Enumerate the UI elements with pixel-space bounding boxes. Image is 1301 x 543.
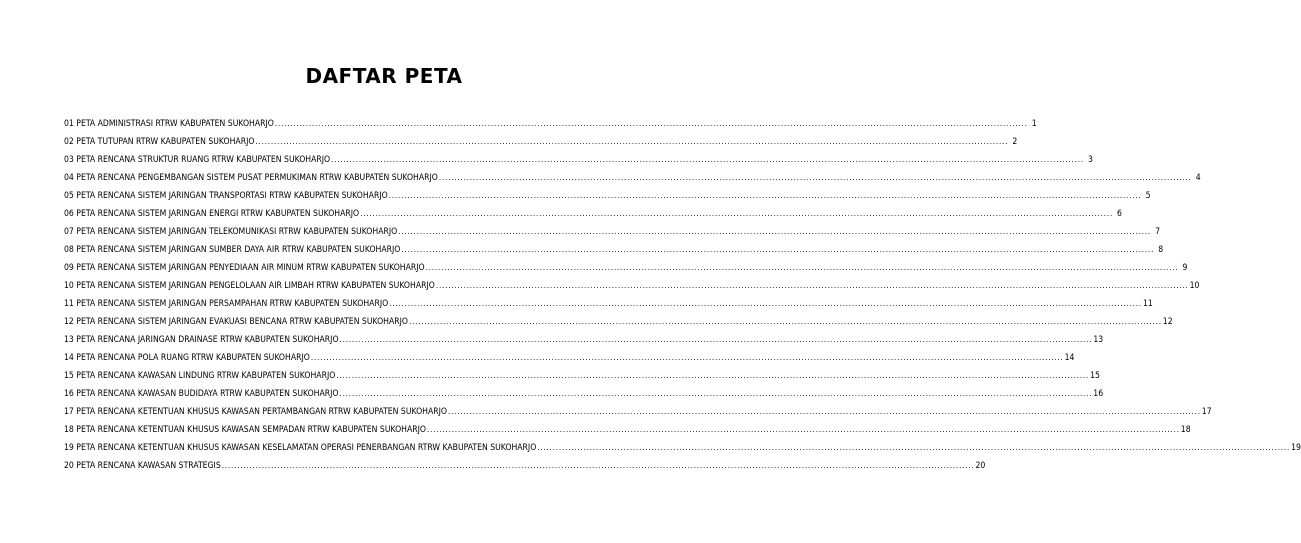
dot-leader: ....................................................................................................................................................................................................................................................	[438, 173, 1192, 182]
dot-leader: ....................................................................................................................................................................................................................................................	[255, 137, 1009, 146]
list-item[interactable]	[64, 349, 1075, 367]
list-item[interactable]	[64, 367, 1100, 385]
map-entry-label: 10 PETA RENCANA SISTEM JARINGAN PENGELOLAAN AIR LIMBAH RTRW KABUPATEN SUKOHARJO	[64, 281, 435, 291]
map-entry-label: 08 PETA RENCANA SISTEM JARINGAN SUMBER DAYA AIR RTRW KABUPATEN SUKOHARJO	[64, 245, 401, 255]
map-entry-label: 14 PETA RENCANA POLA RUANG RTRW KABUPATEN SUKOHARJO	[64, 353, 310, 363]
dot-leader: ....................................................................................................................................................................................................................................................	[409, 317, 1162, 326]
list-item[interactable]	[64, 133, 1018, 151]
page-number: 5	[1145, 191, 1151, 201]
page-number: 1	[1031, 119, 1037, 129]
page-number: 9	[1182, 263, 1188, 273]
list-item[interactable]	[64, 277, 1200, 295]
dot-leader: ....................................................................................................................................................................................................................................................	[401, 245, 1155, 254]
list-item[interactable]	[64, 223, 1160, 241]
page-number: 10	[1189, 281, 1200, 291]
map-entry-label: 20 PETA RENCANA KAWASAN STRATEGIS	[64, 461, 221, 471]
dot-leader: ....................................................................................................................................................................................................................................................	[310, 353, 1064, 362]
dot-leader: ....................................................................................................................................................................................................................................................	[389, 299, 1142, 308]
page-number: 19	[1291, 443, 1301, 453]
page-number: 15	[1090, 371, 1100, 381]
dot-leader: ....................................................................................................................................................................................................................................................	[336, 371, 1090, 380]
map-entry-label: 04 PETA RENCANA PENGEMBANGAN SISTEM PUSAT PERMUKIMAN RTRW KABUPATEN SUKOHARJO	[64, 173, 438, 183]
map-entry-label: 11 PETA RENCANA SISTEM JARINGAN PERSAMPAHAN RTRW KABUPATEN SUKOHARJO	[64, 299, 389, 309]
list-item[interactable]	[64, 151, 1093, 169]
list-item[interactable]	[64, 385, 1104, 403]
dot-leader: ....................................................................................................................................................................................................................................................	[331, 155, 1084, 164]
map-entry-label: 16 PETA RENCANA KAWASAN BUDIDAYA RTRW KABUPATEN SUKOHARJO	[64, 389, 339, 399]
map-entry-label: 06 PETA RENCANA SISTEM JARINGAN ENERGI RTRW KABUPATEN SUKOHARJO	[64, 209, 360, 219]
dot-leader: ....................................................................................................................................................................................................................................................	[274, 119, 1028, 128]
map-entry-label: 17 PETA RENCANA KETENTUAN KHUSUS KAWASAN PERTAMBANGAN RTRW KABUPATEN SUKOHARJO	[64, 407, 448, 417]
page-number: 13	[1093, 335, 1104, 345]
dot-leader: ....................................................................................................................................................................................................................................................	[537, 443, 1291, 452]
dot-leader: ....................................................................................................................................................................................................................................................	[339, 389, 1093, 398]
map-list	[64, 115, 1301, 475]
page-number: 8	[1158, 245, 1164, 255]
map-entry-label: 12 PETA RENCANA SISTEM JARINGAN EVAKUASI BENCANA RTRW KABUPATEN SUKOHARJO	[64, 317, 409, 327]
list-item[interactable]	[64, 187, 1151, 205]
dot-leader: ....................................................................................................................................................................................................................................................	[388, 191, 1142, 200]
page-number: 11	[1142, 299, 1153, 309]
map-entry-label: 02 PETA TUTUPAN RTRW KABUPATEN SUKOHARJO	[64, 137, 255, 147]
page-number: 2	[1012, 137, 1018, 147]
page-number: 18	[1180, 425, 1191, 435]
list-item[interactable]	[64, 421, 1191, 439]
list-item[interactable]	[64, 169, 1201, 187]
dot-leader: ....................................................................................................................................................................................................................................................	[360, 209, 1113, 218]
dot-leader: ....................................................................................................................................................................................................................................................	[448, 407, 1201, 416]
map-entry-label: 03 PETA RENCANA STRUKTUR RUANG RTRW KABUPATEN SUKOHARJO	[64, 155, 331, 165]
map-entry-label: 13 PETA RENCANA JARINGAN DRAINASE RTRW KABUPATEN SUKOHARJO	[64, 335, 339, 345]
page-number: 6	[1117, 209, 1122, 219]
list-item[interactable]	[64, 439, 1301, 457]
dot-leader: ....................................................................................................................................................................................................................................................	[435, 281, 1189, 290]
dot-leader: ....................................................................................................................................................................................................................................................	[339, 335, 1093, 344]
list-item[interactable]	[64, 205, 1122, 223]
map-entry-label: 09 PETA RENCANA SISTEM JARINGAN PENYEDIAAN AIR MINUM RTRW KABUPATEN SUKOHARJO	[64, 263, 425, 273]
page-number: 17	[1201, 407, 1212, 417]
dot-leader: ....................................................................................................................................................................................................................................................	[221, 461, 975, 470]
map-entry-label: 05 PETA RENCANA SISTEM JARINGAN TRANSPORTASI RTRW KABUPATEN SUKOHARJO	[64, 191, 388, 201]
dot-leader: ....................................................................................................................................................................................................................................................	[425, 263, 1179, 272]
page-title: DAFTAR PETA	[305, 64, 463, 88]
page-number: 14	[1064, 353, 1075, 363]
page-number: 4	[1195, 173, 1201, 183]
page-number: 12	[1162, 317, 1173, 327]
page-number: 20	[975, 461, 986, 471]
map-entry-label: 18 PETA RENCANA KETENTUAN KHUSUS KAWASAN SEMPADAN RTRW KABUPATEN SUKOHARJO	[64, 425, 427, 435]
list-item[interactable]	[64, 295, 1153, 313]
list-item[interactable]	[64, 313, 1173, 331]
list-item[interactable]	[64, 115, 1037, 133]
list-item[interactable]	[64, 403, 1212, 421]
list-item[interactable]	[64, 331, 1104, 349]
page-number: 7	[1155, 227, 1160, 237]
map-entry-label: 01 PETA ADMINISTRASI RTRW KABUPATEN SUKOHARJO	[64, 119, 274, 129]
map-entry-label: 07 PETA RENCANA SISTEM JARINGAN TELEKOMUNIKASI RTRW KABUPATEN SUKOHARJO	[64, 227, 398, 237]
list-item[interactable]	[64, 457, 986, 475]
dot-leader: ....................................................................................................................................................................................................................................................	[398, 227, 1151, 236]
page-number: 3	[1087, 155, 1093, 165]
dot-leader: ....................................................................................................................................................................................................................................................	[427, 425, 1180, 434]
list-item[interactable]	[64, 241, 1164, 259]
page-number: 16	[1093, 389, 1104, 399]
map-entry-label: 19 PETA RENCANA KETENTUAN KHUSUS KAWASAN KESELAMATAN OPERASI PENERBANGAN RTRW KABUPATEN SUKOHARJO	[64, 443, 537, 453]
list-item[interactable]	[64, 259, 1188, 277]
map-entry-label: 15 PETA RENCANA KAWASAN LINDUNG RTRW KABUPATEN SUKOHARJO	[64, 371, 336, 381]
